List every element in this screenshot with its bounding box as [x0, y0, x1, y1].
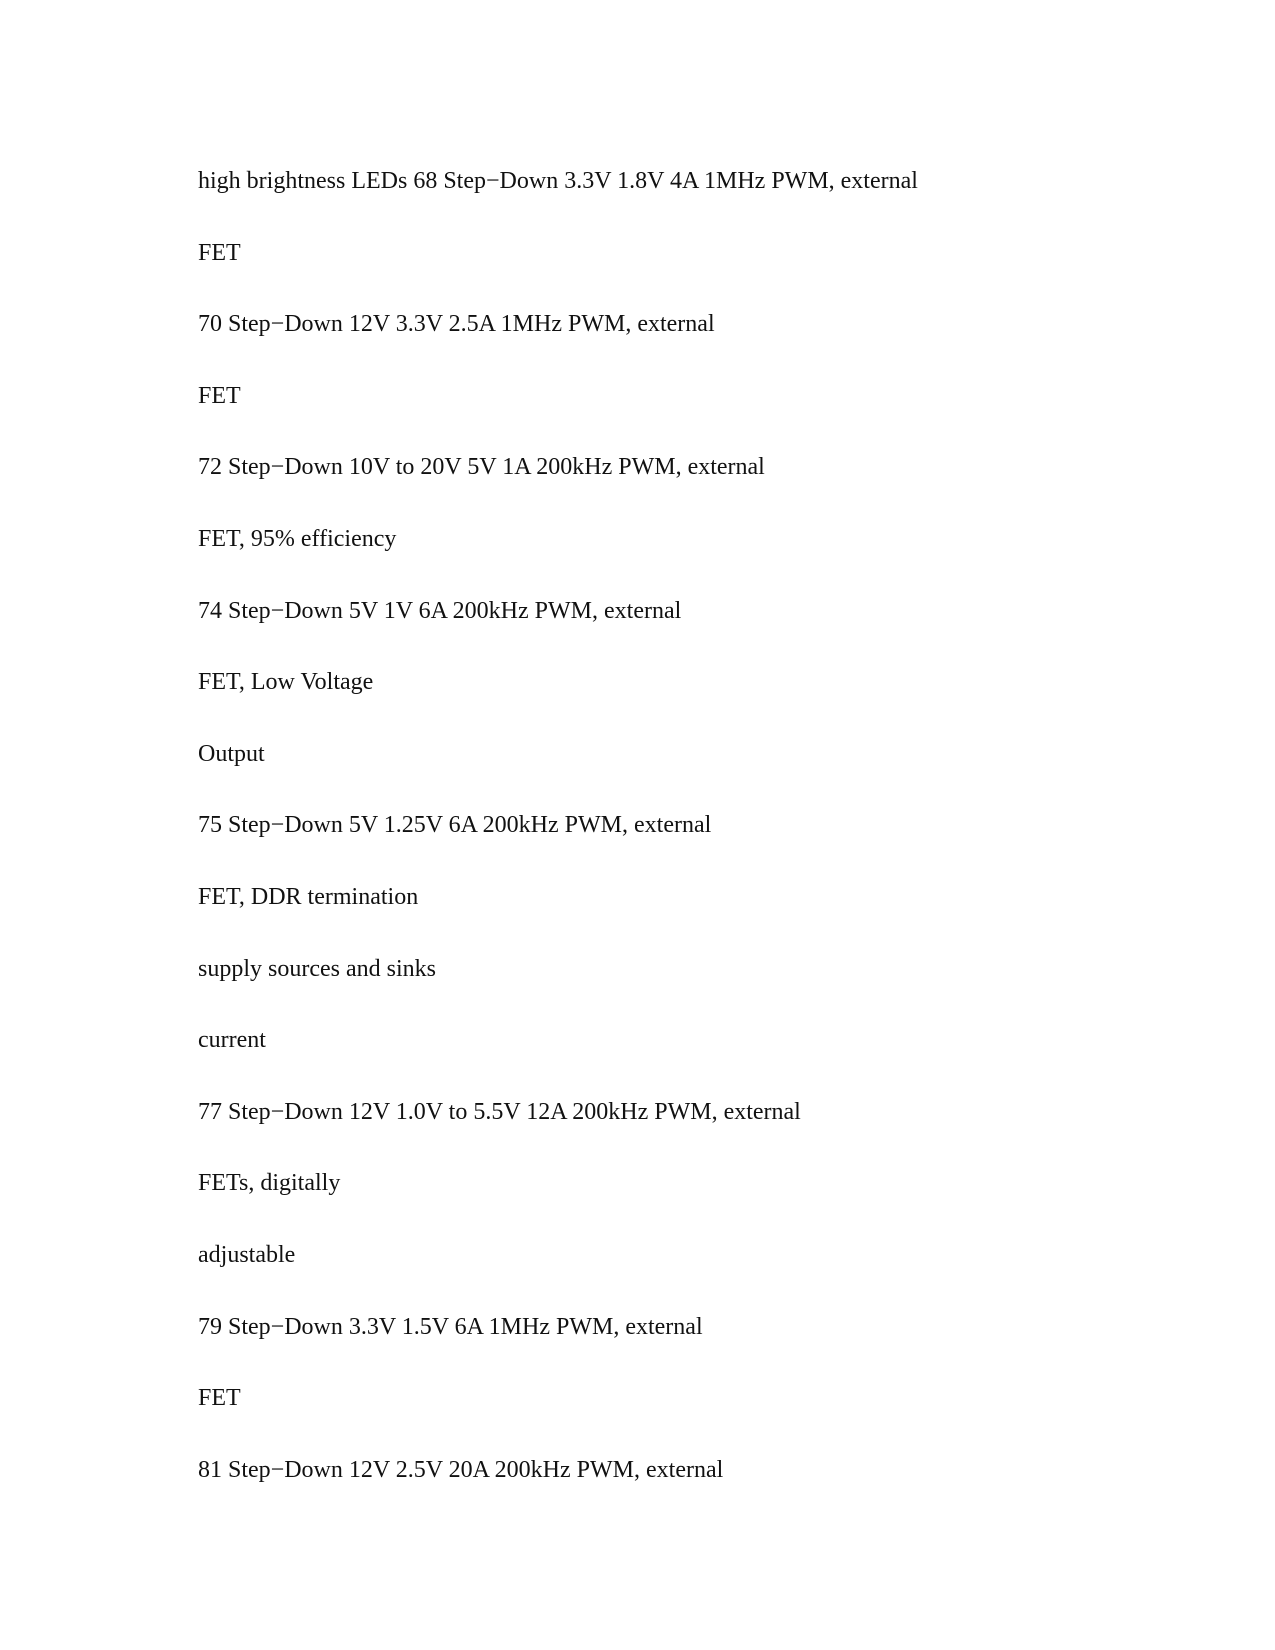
text-line: 77 Step−Down 12V 1.0V to 5.5V 12A 200kHz PWM, external [198, 1098, 801, 1125]
text-line: FET [198, 239, 241, 266]
text-line: FET [198, 1385, 241, 1412]
text-line: 70 Step−Down 12V 3.3V 2.5A 1MHz PWM, external [198, 311, 715, 338]
text-line: 79 Step−Down 3.3V 1.5V 6A 1MHz PWM, external [198, 1313, 703, 1340]
text-line: current [198, 1027, 266, 1054]
text-line: 74 Step−Down 5V 1V 6A 200kHz PWM, external [198, 597, 682, 624]
text-line: 75 Step−Down 5V 1.25V 6A 200kHz PWM, external [198, 812, 712, 839]
text-block [198, 165, 1198, 1525]
text-line: FET, Low Voltage [198, 669, 374, 696]
text-line: adjustable [198, 1241, 296, 1268]
text-line: 72 Step−Down 10V to 20V 5V 1A 200kHz PWM, external [198, 454, 765, 481]
text-line: Output [198, 740, 265, 767]
text-line: 81 Step−Down 12V 2.5V 20A 200kHz PWM, external [198, 1456, 724, 1483]
text-line: FET, 95% efficiency [198, 525, 397, 552]
text-line: high brightness LEDs 68 Step−Down 3.3V 1.8V 4A 1MHz PWM, external [198, 168, 918, 194]
text-line: supply sources and sinks [198, 955, 436, 982]
text-line: FET, DDR termination [198, 883, 419, 910]
text-line: FETs, digitally [198, 1170, 341, 1197]
text-line: FET [198, 382, 241, 409]
